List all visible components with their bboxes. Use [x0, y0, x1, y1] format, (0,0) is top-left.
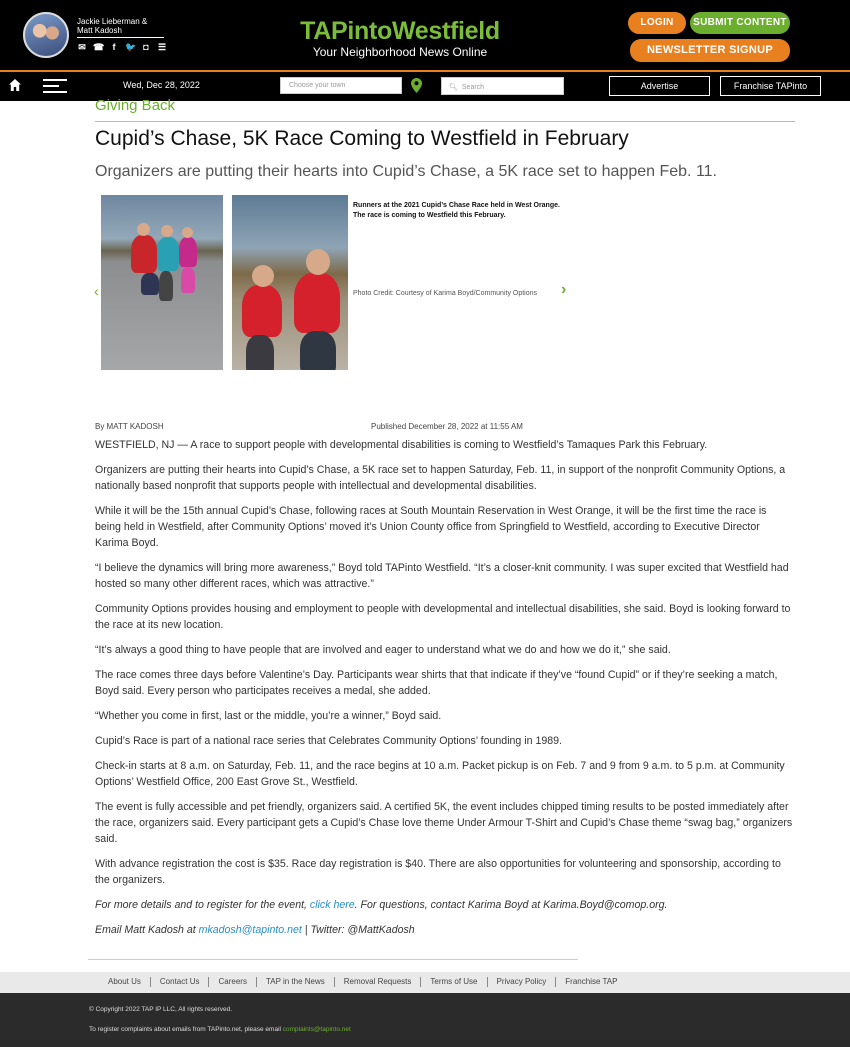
instagram-icon[interactable]: ◘ — [143, 42, 149, 52]
footer-link-removal[interactable]: Removal Requests — [334, 977, 421, 987]
article-category[interactable]: Giving Back — [95, 97, 176, 114]
logo-tap: TAPinto — [300, 17, 392, 45]
search-icon: 🔍︎ — [449, 84, 458, 91]
franchise-button[interactable]: Franchise TAPinto — [720, 76, 821, 96]
gallery-photo-1[interactable] — [101, 195, 223, 370]
social-links — [77, 42, 167, 52]
author-names[interactable] — [77, 17, 164, 38]
current-date: Wed, Dec 28, 2022 — [123, 80, 200, 90]
paragraph: Community Options provides housing and employment to people with developmental and intellectual disabilities, she said. Boyd is looking forward to the race at its new location. — [95, 603, 791, 631]
footer-link-about[interactable]: About Us — [108, 977, 141, 986]
footer-link-privacy[interactable]: Privacy Policy — [487, 977, 556, 987]
author-email-link[interactable]: mkadosh@tapinto.net — [198, 924, 302, 936]
footer-divider — [88, 959, 578, 960]
chevron-right-icon[interactable]: › — [561, 281, 567, 298]
author-avatar[interactable] — [23, 12, 69, 58]
email-prefix: Email Matt Kadosh at — [95, 924, 199, 936]
article-byline[interactable]: By MATT KADOSH — [95, 422, 164, 431]
gallery-photo-2[interactable] — [232, 195, 348, 370]
paragraph: Organizers are putting their hearts into Cupid’s Chase, a 5K race set to happen Saturday, Feb. 11, in support of the nonprofit Community Options, a nationally based nonprofit that supports people with intellectual and developmental disabilities. — [95, 464, 786, 492]
more-prefix: For more details and to register for the event, — [95, 899, 310, 911]
paragraph: “I believe the dynamics will bring more awareness,” Boyd told TAPinto Westfield. “It’s a closer-knit community. I was super excited that Westfield had hosted so many other different races, which was attractive.” — [95, 562, 789, 590]
register-link[interactable]: click here — [309, 899, 355, 911]
more-details-paragraph — [95, 897, 795, 913]
author-line-1: Jackie Lieberman & — [77, 17, 148, 26]
site-brand[interactable] — [250, 17, 550, 59]
paragraph: With advance registration the cost is $35. Race day registration is $40. There are also opportunities for volunteering and sponsorship, according to the organizers. — [95, 858, 781, 886]
search-input[interactable] — [441, 77, 564, 95]
author-line-2: Matt Kadosh — [77, 26, 122, 35]
footer-nav — [0, 972, 850, 993]
copyright: © Copyright 2022 TAP IP LLC, All rights reserved. — [89, 1006, 233, 1013]
footer-bottom — [0, 993, 850, 1047]
logo-city: Westfield — [391, 17, 500, 45]
site-tagline: Your Neighborhood News Online — [312, 45, 488, 59]
contact-paragraph — [95, 922, 795, 938]
footer-link-news[interactable]: TAP in the News — [256, 977, 334, 987]
paragraph: While it will be the 15th annual Cupid’s Chase, following races at South Mountain Reservation in West Orange, it will be the first time the race is being held in Westfield, after Community Options’ moved it’s Union County office from Springfield to Westfield, according to Executive Director Karima Boyd. — [95, 505, 767, 549]
footer-link-terms[interactable]: Terms of Use — [420, 977, 486, 987]
complaint-email-link[interactable]: complaints@tapinto.net — [282, 1026, 351, 1033]
paragraph: Check-in starts at 8 a.m. on Saturday, Feb. 11, and the race begins at 10 a.m. Packet pickup is on Feb. 7 and 9 from 9 a.m. to 5 p.m. at Community Options’ Westfield Office, 200 East Grove St., Westfield. — [95, 760, 785, 788]
chevron-left-icon[interactable]: ‹ — [94, 283, 99, 299]
footer-link-careers[interactable]: Careers — [208, 977, 255, 987]
article-body — [95, 437, 795, 947]
complaint-prefix: To register complaints about emails from TAPinto.net, please email — [89, 1026, 283, 1033]
submit-content-button[interactable]: SUBMIT CONTENT — [690, 12, 790, 34]
article-subtitle: Organizers are putting their hearts into Cupid’s Chase, a 5K race set to happen Feb. 11. — [95, 163, 717, 180]
complaint-notice — [89, 1026, 351, 1033]
town-select[interactable]: Choose your town — [280, 77, 402, 94]
site-logo — [250, 17, 550, 45]
facebook-icon[interactable]: f — [112, 42, 116, 52]
photo-caption: Runners at the 2021 Cupid’s Chase Race held in West Orange. The race is coming to Westfield this February. — [353, 202, 560, 219]
paragraph: Cupid’s Race is part of a national race series that Celebrates Community Options’ founding in 1989. — [95, 735, 562, 747]
login-button[interactable]: LOGIN — [628, 12, 686, 34]
paragraph: The event is fully accessible and pet friendly, organizers said. A certified 5K, the event includes chipped timing results to be posted immediately after the race, organizers said. Every participant gets a Cupid’s Chase love theme Under Armour T-Shirt and Cupid’s Chase theme “swag bag,” organizers said. — [95, 801, 793, 845]
more-suffix: . For questions, contact Karima Boyd at Karima.Boyd@comop.org. — [354, 899, 668, 911]
twitter-icon[interactable]: 🐦 — [125, 42, 137, 52]
hamburger-menu-icon[interactable] — [43, 79, 67, 93]
rss-icon[interactable]: ☰ — [157, 42, 167, 52]
location-pin-icon[interactable] — [411, 78, 422, 93]
email-suffix: | Twitter: @MattKadosh — [301, 924, 415, 936]
home-icon[interactable] — [8, 78, 22, 92]
divider — [95, 121, 795, 122]
photo-credit: Photo Credit: Courtesy of Karima Boyd/Community Options — [353, 290, 538, 297]
paragraph: WESTFIELD, NJ — A race to support people with developmental disabilities is coming to Westfield’s Tamaques Park this February. — [95, 439, 708, 451]
published-date: Published December 28, 2022 at 11:55 AM — [371, 422, 523, 431]
footer-link-franchise[interactable]: Franchise TAP — [555, 977, 626, 987]
footer-link-contact[interactable]: Contact Us — [150, 977, 209, 987]
paragraph: The race comes three days before Valentine’s Day. Participants wear shirts that that indicate if they’ve “found Cupid” or if they’re seeking a match, Boyd said. Every person who participates receives a medal, she added. — [95, 669, 778, 697]
advertise-button[interactable]: Advertise — [609, 76, 710, 96]
search-placeholder: Search — [461, 84, 485, 91]
article-title: Cupid’s Chase, 5K Race Coming to Westfield in February — [95, 127, 629, 150]
paragraph: “Whether you come in first, last or the middle, you’re a winner,” Boyd said. — [95, 710, 442, 722]
newsletter-signup-button[interactable]: NEWSLETTER SIGNUP — [630, 39, 790, 62]
email-icon[interactable]: ✉ — [78, 42, 86, 52]
phone-icon[interactable]: ☎ — [93, 42, 105, 52]
paragraph: “It’s always a good thing to have people that are involved and eager to understand what we do and how we do it,” she said. — [95, 644, 671, 656]
